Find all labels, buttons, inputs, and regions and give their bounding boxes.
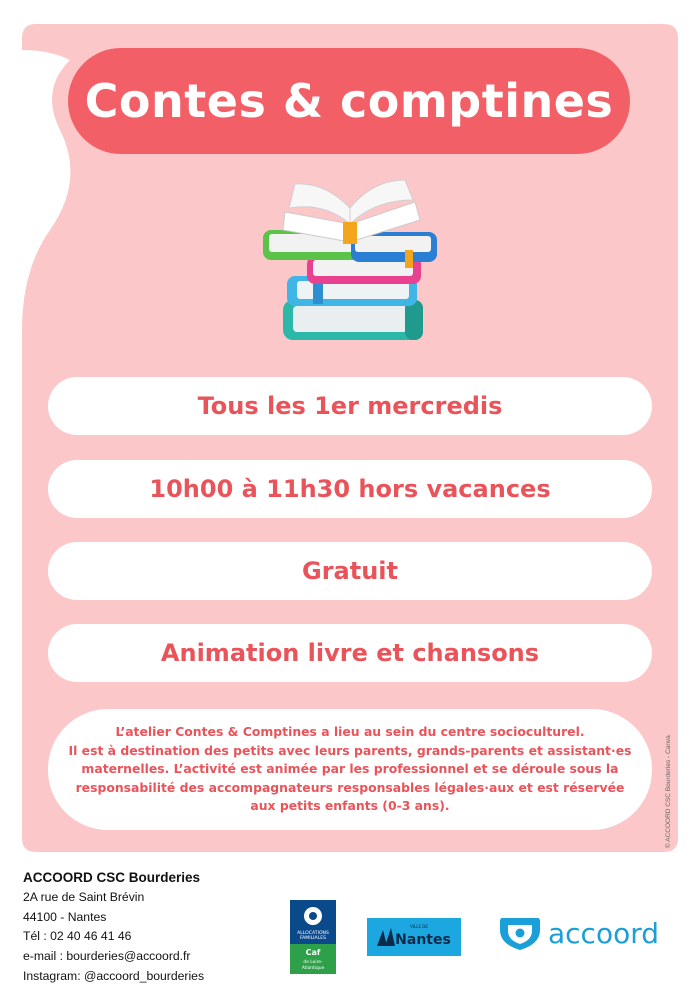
info-activity: Animation livre et chansons (48, 624, 652, 682)
description-box (48, 709, 652, 830)
poster-title: Contes & comptines (68, 48, 630, 154)
instagram-handle: Instagram: @accoord_bourderies (23, 968, 205, 983)
nantes-logo (367, 918, 461, 956)
info-schedule-day: Tous les 1er mercredis (48, 377, 652, 435)
description-line: Il est à destination des petits avec leurs parents, grands-parents et assistant·es (68, 742, 632, 758)
info-price: Gratuit (48, 542, 652, 600)
accoord-logo-text: accoord (548, 916, 660, 950)
caf-text-region2: Atlantique (301, 966, 325, 971)
caf-text-name: Caf (305, 948, 321, 957)
info-schedule-time: 10h00 à 11h30 hors vacances (48, 460, 652, 518)
description-line: L’atelier Contes & Comptines a lieu au sein du centre socioculturel. (115, 724, 585, 740)
description-line: maternelles. L’activité est animée par les professionnel et se déroule sous la (81, 761, 619, 777)
caf-logo (290, 900, 336, 974)
book-stack-illustration (255, 172, 445, 362)
address-city: 44100 - Nantes (23, 909, 107, 924)
nantes-text-name: Nantes (395, 932, 451, 948)
caf-text-region1: de Loire- (303, 960, 323, 965)
org-name: ACCOORD CSC Bourderies (23, 870, 201, 885)
copyright-note: © ACCOORD CSC Bourderies - Canva (665, 735, 672, 848)
description-line: responsabilité des accompagnateurs responsables légales·aux et est réservée (75, 779, 625, 795)
address-street: 2A rue de Saint Brévin (23, 889, 145, 904)
nantes-text-small: VILLE DE (410, 924, 428, 929)
caf-text-allocations: ALLOCATIONS (297, 931, 329, 936)
caf-text-familiales: FAMILIALES (299, 936, 327, 941)
description-line: aux petits enfants (0-3 ans). (250, 798, 450, 814)
email-address: e-mail : bourderies@accoord.fr (23, 949, 191, 964)
accoord-logo (498, 914, 659, 952)
phone-number: Tél : 02 40 46 41 46 (23, 929, 132, 944)
accoord-shield-icon (498, 914, 542, 952)
organization-contact (23, 868, 204, 987)
